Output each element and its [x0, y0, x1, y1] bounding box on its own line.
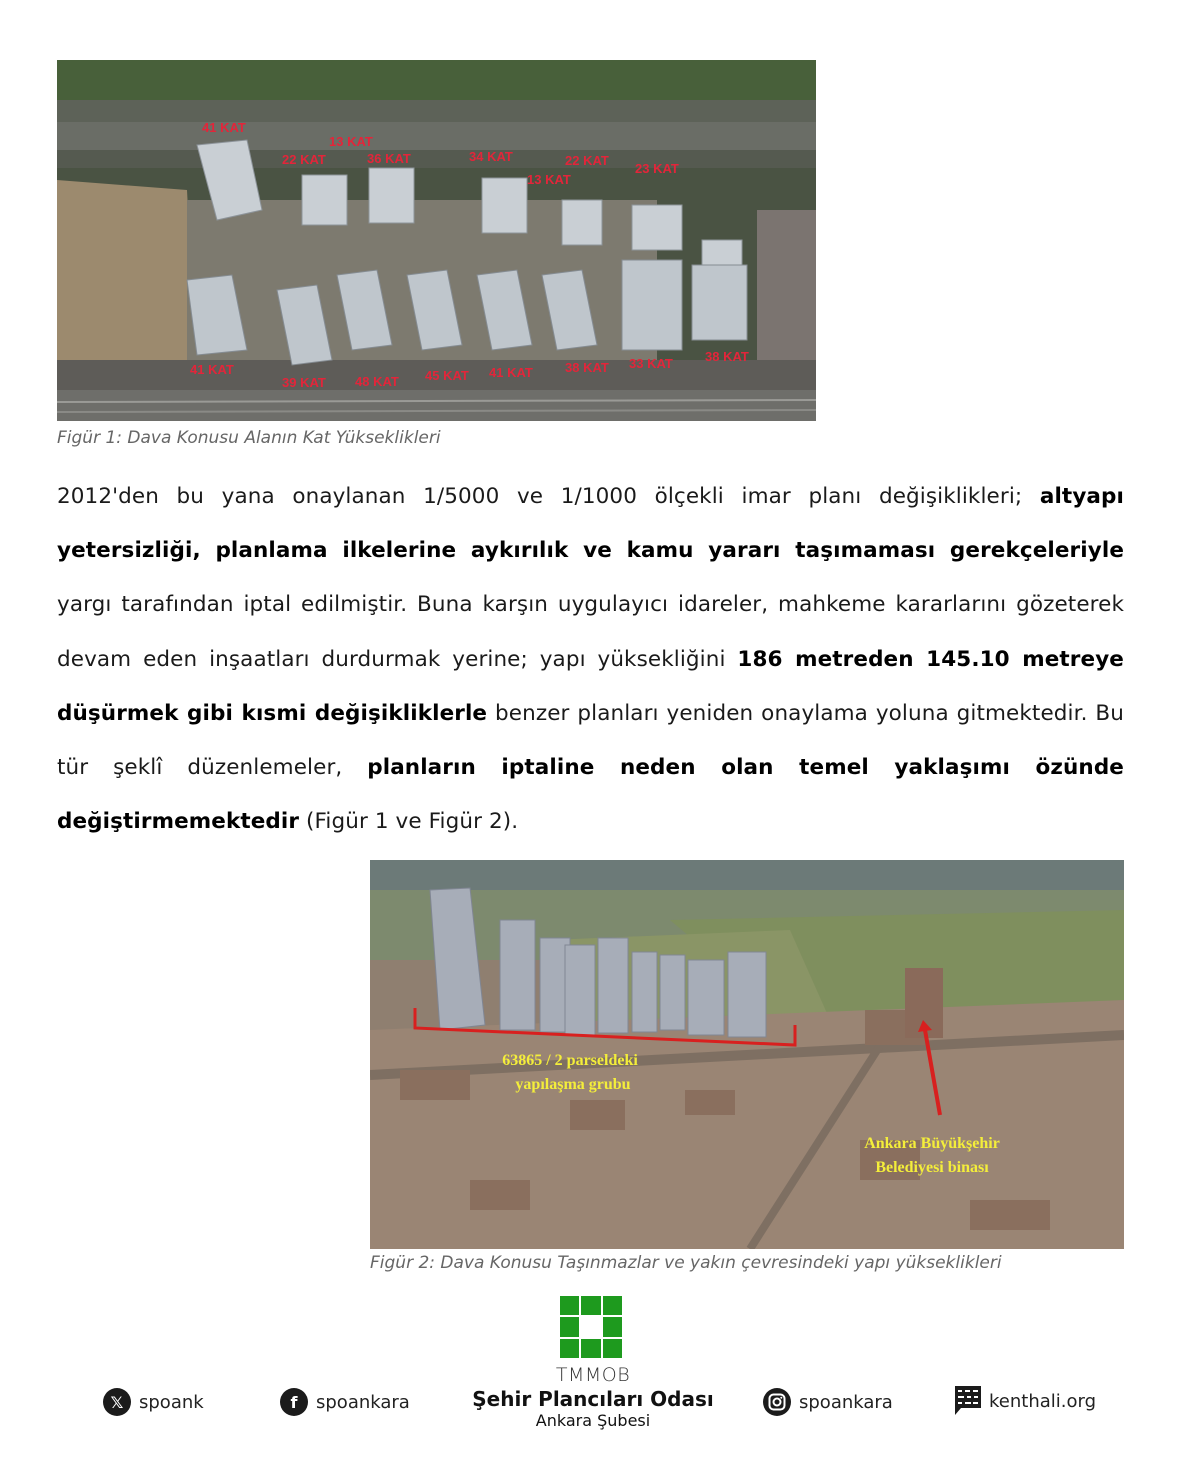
facebook-icon: f [280, 1388, 308, 1416]
tmmob-spo-logo [560, 1296, 622, 1358]
kat-label: 41 KAT [489, 365, 533, 380]
kat-label: 34 KAT [469, 149, 513, 164]
kat-label: 48 KAT [355, 374, 399, 389]
parcel-label-line2: yapılaşma grubu [515, 1076, 631, 1093]
instagram-social-link[interactable] [763, 1388, 893, 1416]
abb-label-line1: Ankara Büyükşehir [864, 1135, 1000, 1152]
bold-phrase: altyapı yetersizliği, planlama ilkelerine aykırılık ve kamu yararı taşımaması gerekçeleriyle [57, 484, 1124, 564]
abb-label-line2: Belediyesi binası [875, 1159, 989, 1176]
facebook-social-link[interactable] [280, 1388, 410, 1416]
kat-label: 41 KAT [202, 120, 246, 135]
figure-1-caption: Figür 1: Dava Konusu Alanın Kat Yükseklikleri [57, 428, 441, 448]
instagram-handle: spoankara [799, 1391, 893, 1413]
org-line-1: TMMOB [555, 1364, 631, 1386]
kenthali-logo-icon [955, 1388, 981, 1414]
kat-label: 33 KAT [629, 356, 673, 371]
facebook-handle: spoankara [316, 1391, 410, 1413]
kat-label: 38 KAT [565, 360, 609, 375]
organization-name [440, 1363, 746, 1431]
bold-phrase: planların iptaline neden olan temel yaklaşımı özünde değiştirmemektedir [57, 755, 1124, 835]
kat-label: 45 KAT [425, 368, 469, 383]
kat-label: 23 KAT [635, 161, 679, 176]
body-paragraph: 2012'den bu yana onaylanan 1/5000 ve 1/1000 ölçekli imar planı değişiklikleri; altyapı yetersizliği, planlama ilkelerine aykırılık ve kamu yararı taşımaması gerekçeleriyle yargı tarafından iptal edilmiştir. Buna karşın uygulayıcı idareler, mahkeme kararlarını gözeterek devam eden inşaatları durdurmak yerine; yapı yüksekliğini 186 metreden 145.10 metreye düşürmek gibi kısmi değişikliklerle benzer planları yeniden onaylama yoluna gitmektedir. Bu tür şeklî düzenlemeler, planların iptaline neden olan temel yaklaşımı özünde değiştirmemektedir (Figür 1 ve Figür 2). [57, 484, 1125, 835]
kenthali-site-link[interactable] [955, 1388, 1096, 1414]
kat-label: 22 KAT [282, 152, 326, 167]
kenthali-site: kenthali.org [989, 1390, 1097, 1412]
x-handle: spoank [139, 1391, 204, 1413]
figure-2-model-image [370, 860, 1124, 1249]
kat-label: 36 KAT [367, 151, 411, 166]
org-line-2: Şehir Plancıları Odası [472, 1387, 714, 1411]
org-line-3: Ankara Şubesi [535, 1411, 651, 1430]
instagram-icon [763, 1388, 791, 1416]
kat-label: 38 KAT [705, 349, 749, 364]
kat-label: 41 KAT [190, 362, 234, 377]
figure-2-caption: Figür 2: Dava Konusu Taşınmazlar ve yakın çevresindeki yapı yükseklikleri [370, 1253, 1002, 1273]
bold-phrase: 186 metreden 145.10 metreye düşürmek gibi kısmi değişikliklerle [57, 646, 1124, 726]
x-social-link[interactable] [103, 1388, 204, 1416]
x-icon: 𝕏 [103, 1388, 131, 1416]
kat-label: 22 KAT [565, 153, 609, 168]
kat-label: 13 KAT [527, 172, 571, 187]
kat-label: 13 KAT [329, 134, 373, 149]
parcel-label-line1: 63865 / 2 parseldeki [502, 1052, 638, 1069]
figure-1-aerial-image [57, 60, 816, 421]
kat-label: 39 KAT [282, 375, 326, 390]
